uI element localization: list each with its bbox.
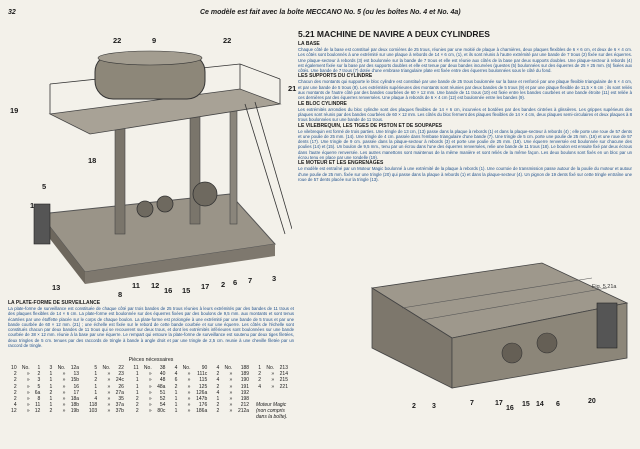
figure-top-photo [30,44,292,296]
parts-cell: No. [143,365,152,371]
parts-cell: 18a [70,396,80,403]
parts-cell: 1 [174,402,178,409]
parts-cell: 4 [13,402,17,409]
parts-cell: 111c [197,371,208,378]
parts-cell: 80c [157,408,166,415]
parts-cell: » [26,402,30,409]
parts-cell: » [26,408,30,415]
parts-cell: 24c [115,377,124,384]
callout-22-left: 22 [113,36,122,45]
callout-18: 18 [88,156,97,165]
parts-cell: 16 [73,383,80,390]
parts-cell: 48a [157,383,166,390]
parts-cell: 19b [70,408,80,415]
parts-cell: 5 [37,383,41,390]
parts-cell: 115 [199,377,208,384]
callout-b-20: 20 [588,398,596,405]
parts-cell: » [26,383,30,390]
callout-6: 6 [233,278,238,287]
parts-cell: 2 [216,371,220,378]
parts-cell: » [107,402,111,409]
parts-cell: 48 [159,377,166,384]
parts-cell: 17 [73,389,80,396]
parts-cell: » [107,389,111,396]
parts-cell: 51 [159,389,166,396]
para-base: Chaque côté de la base est constitué par deux cornières de 25 trous, réunies par une moitié de plaque à charnières, deux plaques flexibles de 6 × 6 cm, et deux de 6 × 4 cm. Les côtés sont boulonnés à une extrémité sur une plaque à rebords de 14 × 6 cm, (1), et ils sont réunis à l'autre extrémité par une bande de 7 trous (2) fixée sur des équerres. Une plaque-secteur à rebords (3) est boulonnée sur la bande de 7 trous et elle est réunie aux côtés de la base par deux supports doubles. Une plaque-secteur à rebords (4) est également fixée sur la base par des supports doubles et elle est tenue par deux bandes incurvées (questes (5) boulonnées sur des équerres de 25 × 25 mm. (6) fixées aux côtés. Une bande de 7 trous (7) dotée d'une embrase triangulaire plate est fixée entre des équerres boulonnées sous le côté du fond. [298,47,632,74]
parts-cell: 2 [13,377,17,384]
parts-cell: » [148,389,152,396]
parts-cell: » [229,389,233,396]
callout-b-15: 15 [522,401,530,408]
parts-cell: 188 [240,365,250,371]
parts-cell: 215 [279,377,288,384]
parts-cell: 4 [94,396,98,403]
parts-cell: » [229,383,233,390]
para-bloc: Les extrémités arrondies du bloc cylindre sont des plaques flexibles de 14 × 6 cm, incurvées et bordées par des bandes cintrées à glissières. Les grippes supérieurs des plaques sont réunis par des bandes courbées de 60 × 12 mm. Les côtés du bloc ferment des plaques flexibles de 14 × 4 cm, deux plaques semi-circulaires et deux plaques à 8 trous boulonnées sur une bande de 11 trous. [298,106,632,123]
parts-cell: » [229,371,233,378]
parts-cell: 1 [135,377,139,384]
callout-15: 15 [182,286,191,295]
parts-cell: 2 [37,371,41,378]
para-moteur: Le modèle est entraîné par un Moteur Magic boulonné à une extrémité de la plaque à rebords (1). Une courroie de transmission passe autour de la poulie du moteur et autour d'une poulie de 25 mm. fixée sur une tringle (20) qui passe dans la plaque à rebords (1) et dans la plaque-secteur (4). Un pignon de 19 dents fixé sur cette tringle entraîne une roue de 57 dents placée sur la tringle (13). [298,166,632,182]
engine-underside-illustration [362,258,634,400]
section-title: 5.21 MACHINE DE NAVIRE A DEUX CYLINDRES [298,29,490,39]
parts-cell: » [62,396,66,403]
parts-cell: 176 [198,402,208,409]
parts-cell: » [187,383,191,390]
parts-cell: 1 [94,383,98,390]
parts-cell: 15b [70,377,80,384]
parts-cell: 147b [196,396,208,403]
para-plateforme: La plate-forme de surveillance est constituée de chaque côté par trois bandes de 25 trous réunies à leurs extrémités par des bandes de 11 trous et des plaques flexibles de 14 × 6 cm. La plate-forme est boulonnée sur des équerres fixées par des boulons de 9,5 mm. aux montants et sont tenus écartées par une étoffette placée sur le corps de chaque boulon. La plate-forme est prolongée à une extrémité par une bande de 5 trous et par une bande courbée de 60 × 12 mm. (21) ; une échelle est fixée sur le rebord de cette bande courbée et sur une équerre. Les côtés de l'échelle sont constitués chacun par deux bandes de 11 trous qui se recouvrent sur deux trous, et dont les extrémités inférieures sont boulonnées sur une bande courbée de 38 × 12 mm. réunie à la base par une équerre. Le rempart qui entoure la plate-forme de surveillance est soutenu par deux tiges filetées, deux tringles de 5 cm. tenues par des raccords de tringle à bande à angle droit et par une tringle de 2,5 cm. reunie à une cheville filetée par un raccord de tringle. [8,306,294,349]
parts-cell: 23 [118,371,124,378]
parts-cell: 11 [35,402,41,409]
parts-cell: No. [57,365,66,371]
callout-13: 13 [52,283,61,292]
callout-7: 7 [248,276,253,285]
parts-cell: 2 [94,377,98,384]
parts-cell: » [187,389,191,396]
parts-cell: 1 [216,396,220,403]
parts-cell: » [62,371,66,378]
para-supports: Chacun des montants qui supporte le bloc cylindre est constitué par une bande de 25 trous boulonnée sur la base et renforcé par une plaque flexible triangulaire de 6 × 4 cm, et par une bande de 5 trous (8). Les extrémités supérieures des montants sont réunies par deux bandes de 5 trous (9) et par une plaque flexible de 11,5 × 6 cm ; ils sont reliés aux montants de l'autre côté par des bandes courbées de 60 × 12 mm. Une bande de 11 trous (10) est fixée entre les bandes courbées et une bande étroite (11) est reliée à ces dernières par des équerres renversées. Une plaque à rebords de 6 × 4 cm (12) est boulonnée entre les bandes (9). [298,79,632,101]
parts-cell: 2 [216,383,220,390]
parts-cell: 13 [73,371,80,378]
parts-cell: No. [182,365,191,371]
parts-cell: 213 [279,365,288,371]
parts-cell: 190 [240,377,250,384]
parts-cell: 6 [174,377,178,384]
parts-cell: 118 [89,402,98,409]
page-number: 32 [8,9,16,16]
parts-cell: No. [21,365,30,371]
parts-cell: 6a [34,389,41,396]
figure-bottom-label: Fig. 5.21a [592,284,617,290]
parts-cell: No. [266,365,275,371]
parts-cell: 2 [258,377,262,384]
heading-vilebrequin: LE VILEBREQUIN, LES TIGES DE PISTON ET DE SOUPAPES [298,122,443,129]
parts-cell: » [229,396,233,403]
parts-cell: » [148,396,152,403]
parts-cell: 52 [159,396,166,403]
parts-cell: 2 [13,383,17,390]
right-text-column [298,41,632,182]
parts-cell: » [271,371,275,378]
parts-cell: 2 [135,402,139,409]
parts-cell: 221 [279,383,288,390]
callout-3: 3 [272,274,277,283]
parts-cell: 4 [216,389,220,396]
callout-12: 12 [151,281,160,290]
running-head: Ce modèle est fait avec la boîte MECCANO No. 5 (ou les boîtes No. 4 et No. 4a) [200,9,461,16]
callout-22-right: 22 [223,36,232,45]
heading-bloc: LE BLOC CYLINDRE [298,100,347,107]
parts-cell: 5 [94,365,98,371]
parts-cell: » [229,402,233,409]
parts-cell: 1 [258,365,262,371]
parts-cell: » [148,371,152,378]
parts-cell: 1 [135,371,139,378]
callout-11: 11 [132,281,140,290]
callout-b-7: 7 [470,400,474,407]
parts-cell: » [229,377,233,384]
parts-cell: » [187,377,191,384]
parts-cell: » [229,408,233,415]
parts-row [8,408,290,414]
callout-b-14: 14 [536,401,544,408]
parts-cell: 198 [240,396,250,403]
parts-cell: » [107,377,111,384]
parts-cell: 2 [258,371,262,378]
parts-cell: 37a [115,402,124,409]
callout-21: 21 [288,84,297,93]
parts-cell: No. [224,365,233,371]
parts-cell: » [148,402,152,409]
parts-cell: 12 [11,408,17,415]
parts-cell: 212a [237,408,250,415]
parts-cell: 2 [216,408,220,415]
parts-cell: 1 [94,371,98,378]
parts-cell: 2 [174,383,178,390]
callout-2: 2 [221,280,226,289]
parts-cell: » [107,383,111,390]
parts-cell: 1 [49,377,53,384]
heading-base: LA BASE [298,41,320,47]
callout-19: 19 [10,106,19,115]
parts-cell: 8 [37,396,41,403]
parts-cell: » [62,377,66,384]
parts-cell: 2 [216,402,220,409]
parts-list [8,357,294,420]
callout-b-16: 16 [506,405,514,412]
parts-cell: 11 [133,365,139,371]
callout-16: 16 [164,286,173,295]
parts-cell: 1 [49,371,53,378]
callout-b-6: 6 [556,401,560,408]
parts-row [8,377,290,383]
parts-table [8,365,290,415]
parts-cell: 3 [37,377,41,384]
parts-cell: » [271,377,275,384]
parts-cell: 54 [159,402,166,409]
parts-cell: 214 [279,371,288,378]
parts-cell: 2 [49,389,53,396]
parts-cell: 125 [198,383,208,390]
engine-illustration [30,44,292,296]
parts-cell: 1 [49,402,53,409]
callout-b-17: 17 [495,400,503,407]
heading-supports: LES SUPPORTS DU CYLINDRE [298,73,373,80]
figure-bottom-photo [362,258,634,400]
callout-5: 5 [42,182,47,191]
callout-b-3: 3 [432,403,436,410]
parts-cell: 2 [13,371,17,378]
left-text-column [8,300,294,348]
parts-cell: 26 [118,383,124,390]
parts-cell: 2 [49,408,53,415]
parts-cell: » [26,389,30,396]
parts-cell: » [62,383,66,390]
parts-cell: 40 [159,371,166,378]
parts-cell: 10 [11,365,17,371]
parts-cell: 1 [174,389,178,396]
parts-cell: 103 [88,408,98,415]
parts-cell: 1 [94,389,98,396]
callout-17: 17 [201,282,210,291]
parts-cell: » [187,396,191,403]
callout-b-2: 2 [412,403,416,410]
parts-cell: 189 [240,371,250,378]
parts-cell: » [107,371,111,378]
parts-cell: 191 [240,383,250,390]
parts-cell: 4 [216,365,220,371]
heading-plateforme: LA PLATE-FORME DE SURVEILLANCE [8,300,101,306]
parts-cell: » [187,408,191,415]
parts-cell: » [62,389,66,396]
parts-cell: 1 [49,396,53,403]
parts-cell: 35 [118,396,124,403]
parts-cell: 3 [49,365,53,371]
parts-cell: 12a [70,365,80,371]
parts-cell: 4 [216,377,220,384]
parts-cell: » [26,396,30,403]
parts-cell: 126a [196,389,208,396]
parts-cell: 37b [115,408,124,415]
parts-cell: 4 [174,371,178,378]
parts-cell: » [187,371,191,378]
parts-cell: 1 [49,383,53,390]
parts-cell: 186a [196,408,208,415]
parts-cell: » [107,396,111,403]
motor-note: Moteur Magic (non compris dans la boîte). [256,402,288,420]
parts-cell: 2 [13,396,17,403]
callout-9: 9 [152,36,157,45]
parts-row [8,384,290,390]
parts-cell: » [62,402,66,409]
parts-cell: 18b [70,402,80,409]
parts-cell: 2 [13,389,17,396]
parts-cell: No. [102,365,111,371]
parts-cell: » [148,408,152,415]
parts-cell: 2 [135,408,139,415]
parts-cell: » [148,377,152,384]
callout-8: 8 [118,290,123,299]
parts-cell: 1 [37,365,41,371]
parts-cell: 192 [240,389,250,396]
parts-cell: » [148,383,152,390]
parts-cell: 212 [240,402,250,409]
parts-cell: 4 [174,365,178,371]
parts-cell: » [187,402,191,409]
parts-cell: 38 [159,365,166,371]
parts-cell: 1 [135,383,139,390]
parts-cell: 2 [135,396,139,403]
para-vilebrequin: Le vilebrequin est formé de trois parties. Une tringle de 13 cm, (13) passe dans la plaque à rebords (1) et dans la plaque-secteur à rebords (4) ; elle porte une roue de 57 dents et une poulie de 25 mm. (14). Une tringle de 4 cm. passée dans l'embase triangulaire d'une bande (7). Une tringle de 5 cm. porte une poulie de 25 mm. (16) et une roue de 57 dents (17). Une tringle de 9 cm. passée dans la plaque-secteur à rebords (3) et porte une poulie de 25 mm. (18). Une équerre renversée est boulonnée sur chacune des poulies (14) et (15). Un boulon de 9,5 mm., tenu par un écrou dans l'une des équerres renversées, relie une bande de 11 trous (18). Le boulon est ensuite fixé par deux écrous dans l'autre équerre renversée. Les autres manettons sont maintenus de la même manière et sont reliés de la même façon. Les deux boulons sont fixés en un bloc par un écrou tenu en place par une rondelle (19). [298,128,632,161]
parts-cell: » [26,377,30,384]
parts-cell: 27a [115,389,124,396]
parts-title: Pièces nécessaires [128,357,174,363]
parts-cell: » [107,408,111,415]
parts-cell: 1 [174,396,178,403]
parts-cell: » [26,371,30,378]
parts-cell: 22 [118,365,124,371]
parts-cell: » [62,408,66,415]
heading-moteur: LE MOTEUR ET LES ENGRENAGES [298,160,384,167]
parts-cell: 90 [201,365,208,371]
callout-1: 1 [30,201,35,210]
parts-cell: 4 [258,383,262,390]
parts-cell: 12 [34,408,41,415]
parts-cell: » [271,383,275,390]
parts-cell: 1 [135,389,139,396]
parts-cell: 1 [174,408,178,415]
